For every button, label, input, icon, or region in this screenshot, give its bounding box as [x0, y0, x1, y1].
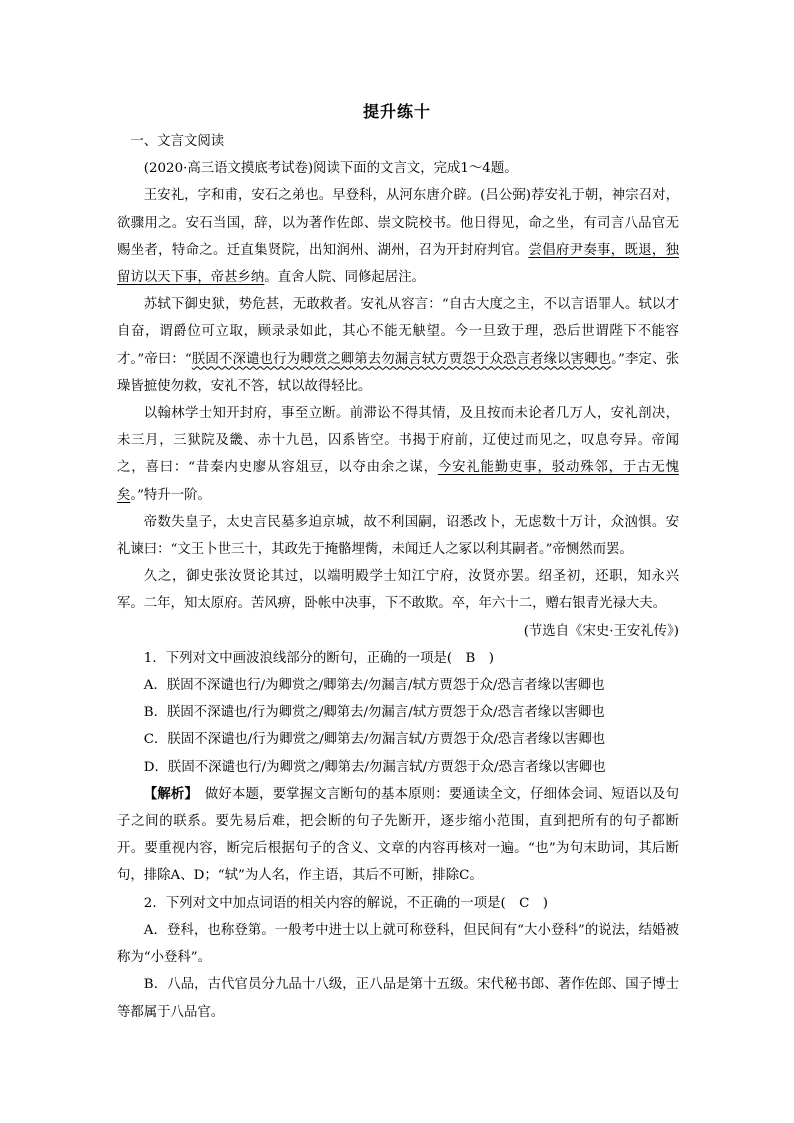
wavy-underlined-sentence: 朕固不深谴也行为卿赏之卿第去勿漏言轼方贾怨于众恐言者缘以害卿也 [191, 351, 612, 367]
question-1-option-d: D．朕固不深谴也行/为卿赏之/卿第去/勿漏言轼/方贾怨于众/恐言者缘以害卿也 [143, 759, 606, 775]
passage-paragraph-3 [117, 400, 679, 509]
passage-text: 以翰林学士知开封府，事至立断。前滞讼不得其情，及且按而未论者几万人，安礼剖决，未三月，三狱院及畿、赤十九邑，囚系皆空。书揭于府前，辽使过而见之，叹息夸异。帝闻之，喜曰：“昔秦内史廖从容俎豆，以夺由余之谋， [117, 406, 679, 476]
passage-paragraph-1 [117, 182, 679, 291]
passage-text: 苏轼下御史狱，势危甚，无敢救者。安礼从容言：“自古大度之主，不以言语罪人。轼以才自奋，谓爵位可立取，顾录录如此，其心不能无觖望。今一旦致于理，恐后世谓陛下不能容才。”帝曰：“ [117, 297, 679, 367]
question-2: 2．下列对文中加点词语的相关内容的解说，不正确的一项是( C ) [143, 895, 548, 911]
page-title: 提升练十 [362, 102, 431, 121]
passage-paragraph-5: 久之，御史张汝贤论其过，以端明殿学士知江宁府，汝贤亦罢。绍圣初，还职，知永兴军。二年，知太原府。苦风痹，卧帐中决事，下不敢欺。卒，年六十二，赠右银青光禄大夫。 [117, 569, 679, 612]
passage-text: 。”特升一阶。 [130, 487, 211, 503]
document-body [117, 128, 679, 1026]
passage-text: 。直舍人院、同修起居注。 [264, 270, 425, 286]
analysis-paragraph [117, 781, 679, 890]
passage-paragraph-2 [117, 291, 679, 400]
question-1-option-b: B．朕固不深谴也/行为卿赏之/卿第去/勿漏言/轼方贾怨于众/恐言者缘以害卿也 [143, 705, 605, 721]
question-1-option-c: C．朕固不深谴也/行为卿赏之/卿第去/勿漏言轼/方贾怨于众/恐言者缘以害卿也 [143, 732, 606, 748]
passage-paragraph-4: 帝数失皇子，太史言民墓多迫京城，故不利国嗣，诏悉改卜，无虑数十万计，众汹惧。安礼谏曰：“文王卜世三十，其政先于掩骼埋胔，未闻迁人之冢以利其嗣者。”帝恻然而罢。 [117, 514, 679, 558]
question-1-option-a: A．朕固不深谴也行/为卿赏之/卿第去/勿漏言/轼方贾怨于众/恐言者缘以害卿也 [143, 678, 605, 694]
question-2-option-b: B．八品，古代官员分九品十八级，正八品是第十五级。宋代秘书郎、著作佐郎、国子博士等都属于八品官。 [117, 977, 679, 1020]
section-heading: 一、文言文阅读 [130, 134, 225, 149]
passage-source: (节选自《宋史·王安礼传》) [523, 623, 679, 639]
analysis-label: 【解析】 [143, 785, 192, 802]
passage-text: 王安礼，字和甫，安石之弟也。早登科，从河东唐介辟。(吕公弼)荐安礼于朝，神宗召对，欲骤用之。安石当国，辞，以为著作佐郎、崇文院校书。他日得见，命之坐，有司言八品官无赐坐者，特命之。迁直集贤院，出知润州、湖州，召为开封府判官。 [117, 188, 679, 258]
question-2-option-a: A．登科，也称登第。一般考中进士以上就可称登科，但民间有“大小登科”的说法，结婚被称为“小登科”。 [117, 922, 679, 966]
underlined-sentence: 尝倡府尹奏事，既退，独留访以天下事，帝甚乡纳 [117, 242, 680, 286]
underlined-sentence: 今安礼能勤吏事，驳动殊邻，于古无愧矣 [117, 460, 679, 503]
passage-text: 。”李定、张璪皆摭使勿救，安礼不答，轼以故得轻比。 [117, 351, 679, 394]
analysis-text: 做好本题，要掌握文言断句的基本原则：要通读全文，仔细体会词、短语以及句子之间的联系。要先易后难，把会断的句子先断开，逐步缩小范围，直到把所有的句子都断开。要重视内容，断完后根据句子的含义、文章的内容再核对一遍。“也”为句末助词，其后断句，排除A、D；“轼”为人名，作主语，其后不可断，排除C。 [117, 786, 679, 884]
reading-intro: (2020·高三语文摸底考试卷)阅读下面的文言文，完成1～4题。 [143, 161, 518, 177]
question-1: 1．下列对文中画波浪线部分的断句，正确的一项是( B ) [143, 650, 494, 666]
